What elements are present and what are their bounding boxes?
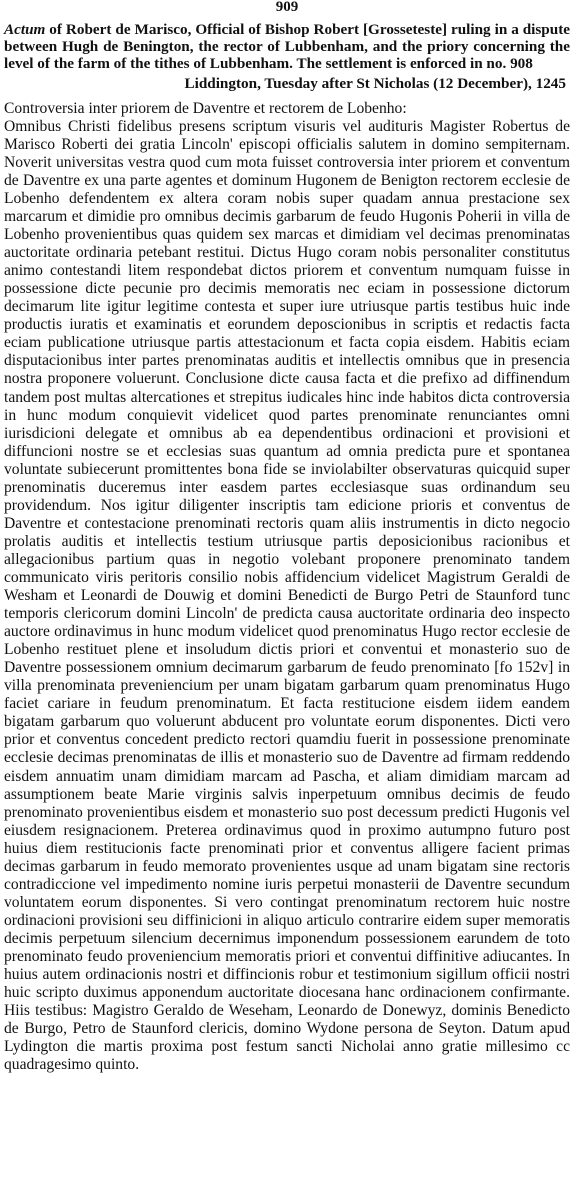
heading-actum: Actum [4,21,46,38]
heading-summary: of Robert de Marisco, Official of Bishop Robert [Grosseteste] ruling in a dispute between Hugh de Benington, the rector of Lubbenham, and the priory concerning the level of the farm of the tithes of Lubbenham. The settlement is enforced in no. 908 [4,21,570,73]
page-number: 909 [275,0,299,15]
document-body: Omnibus Christi fidelibus presens scriptum visuris vel audituris Magister Robertus de Marisco Roberti dei gratia Lincoln' episcopi officialis salutem in domino sempiternam. Noverit universitas vestra quod cum mota fuisset controversia inter priorem et conventum de Daventre ex una parte agentes et dominum Hugonem de Benigton rectorem ecclesie de Lobenho defendentem ex altera coram nobis super quadam annua prestacione sex marcarum et dimidie pro omnibus decimis garbarum de feudo Hugonis Poherii in villa de Lobenho provenientibus quas quidem sex marcas et dimidiam vel decimas prenominatas auctoritate ordinaria petebant restitui. Dictus Hugo coram nobis personaliter constitutus animo contestandi litem respondebat dictos priorem et conventum numquam fuisse in possessione dicte pecunie pro decimis memoratis nec eciam in possessione dictorum decimarum lite igitur legitime contesta et super iure utriusque partis testibus huic inde productis iuratis et examinatis et eorundem deposcionibus in scriptis et redactis facta eciam publicatione utriusque partis attestacionum et facta copia eisdem. Habitis eciam disputacionibus inter partes prenominatas auditis et intellectis omnibus que in presencia nostra proponere voluerunt. Conclusione dicte causa facta et die prefixo ad diffinendum tandem post multas altercationes et strepitus iudicales hinc inde habitos dicta controversia in hunc modum conquievit videlicet quod partes prenominate renunciantes omni iurisdicioni delegate et omnibus ab ea dependentibus ordinacioni et provisioni et diffuncioni nostre se et ecclesias suas quantum ad omnia predicta pure et spontanea voluntate subiecerunt promittentes bona fide se inviolabilter observaturas quicquid super prenominatis duceremus inter easdem partes ecclesiasque suas ordinandum seu providendum. Nos igitur diligenter inscriptis tam edicione prioris et conventus de Daventre et contestacione prenominati rectoris quam aliis instrumentis in dicto negocio prolatis auditis et intellectis testium utriusque partis deposicionibus racionibus et allegacionibus partium quas in negotio volebant proponere prenominato tandem communicato viris peritoris consilio nobis affidencium videlicet Magistrum Geraldi de Wesham et Leonardi de Douwig et domini Benedicti de Burgo Petri de Staunford tunc temporis clericorum domini Lincoln' de predicta causa auctoritate ordinaria deo inspecto auctore ordinavimus in hunc modum videlicet quod prenominatus Hugo rector ecclesie de Lobenho restituet plene et insoludum dictis priori et conventui et monasterio suo de Daventre possessionem omnium decimarum garbarum de feudo prenominato [fo 152v] in villa prenominata preveniencium per unam bigatam garbarum quam prenominatus Hugo faciet cariare in feudum prenominatum. Et facta restitucione eisdem iidem eandem bigatam garbarum quo voluerunt abducent pro voluntate eorum disponentes. Dicti vero prior et conventus concedent predicto rectori quamdiu fuerit in possessione prenominate ecclesie decimas prenominatas de illis et monasterio suo de Daventre ad firmam reddendo eisdem annuatim unam dimidiam marcam ad Pascha, et aliam dimidiam marcam ad assumptionem beate Marie virginis salvis inperpetuum omnibus decimis de feudo prenominato provenientibus eisdem et monasterio suo post decessum predicti Hugonis vel eiusdem resignacionem. Preterea ordinavimus quod in proximo autumpno futuro post huius diem restitucionis facte prenominati prior et conventus alligere facient primas decimas garbarum in feudo memorato provenientes usque ad unam bigatam sine rectoris contradiccione vel impedimento nomine iuris perpetui monasterii de Daventre secundum voluntatem eorum disponentes. Si vero contingat prenominatum rectorem huic nostre ordinacioni provisioni seu diffinicioni in aliquo articulo contrarire eidem super memoratis decimis perpetuum silencium decernimus imponendum possessionem earundem de toto prenominato feudo proveniencium memoratis priori et conventui diffinitive adiucantes. In huius autem ordinacionis nostri et diffincionis robur et testimonium sigillum officii nostri huic scripto duximus apponendum auctoritate diocesana hanc ordinacionem confirmante. Hiis testibus: Magistro Geraldo de Weseham, Leonardo de Donewyz, dominis Benedicto de Burgo, Petro de Staunford clericis, domino Wydone persona de Seyton. Datum apud Lydington die martis proxima post festum sancti Nicholai anno gratie millesimo cc quadragesimo quinto. [4,117,570,1074]
entry-heading [4,21,570,73]
dateline: Liddington, Tuesday after St Nicholas (12 December), 1245 [184,74,566,92]
document-title: Controversia inter priorem de Daventre et rectorem de Lobenho: [4,99,407,117]
